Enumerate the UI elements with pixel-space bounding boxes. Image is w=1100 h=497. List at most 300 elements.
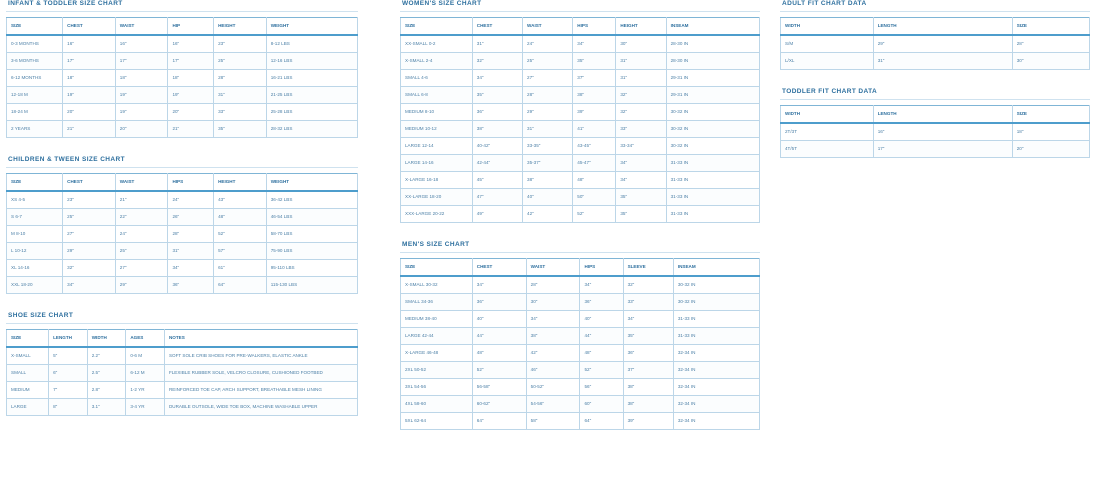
table-row bbox=[7, 382, 358, 399]
table-cell: MEDIUM 10-12 bbox=[401, 121, 473, 138]
table-header-row bbox=[401, 259, 760, 277]
title-divider bbox=[780, 99, 1090, 100]
table-cell: S 6-7 bbox=[7, 209, 63, 226]
table-cell: 44" bbox=[580, 328, 623, 345]
table-row bbox=[401, 189, 760, 206]
column-header: LENGTH bbox=[873, 106, 1012, 124]
table-cell: 64" bbox=[214, 277, 267, 294]
table-cell: 2.2" bbox=[87, 347, 126, 365]
table-cell: 39" bbox=[573, 104, 616, 121]
table-cell: 45-47" bbox=[573, 155, 616, 172]
title-divider bbox=[400, 11, 760, 12]
table-cell: 31-33 IN bbox=[666, 172, 759, 189]
table-row bbox=[401, 70, 760, 87]
table-cell: 40" bbox=[523, 189, 573, 206]
table-cell: 18" bbox=[63, 70, 116, 87]
table-cell: XX-SMALL 0-2 bbox=[401, 35, 473, 53]
table-row bbox=[7, 209, 358, 226]
table-cell: 21" bbox=[115, 191, 168, 209]
size-chart-table bbox=[780, 17, 1090, 70]
table-row bbox=[7, 226, 358, 243]
table-cell: 75-90 LBS bbox=[266, 243, 357, 260]
column-header: SLEEVE bbox=[623, 259, 673, 277]
column-header: SIZE bbox=[1012, 106, 1089, 124]
table-cell: 46-54 LBS bbox=[266, 209, 357, 226]
table-cell: 25" bbox=[214, 53, 267, 70]
table-cell: 28" bbox=[523, 87, 573, 104]
table-cell: 3-6 MONTHS bbox=[7, 53, 63, 70]
table-cell: 2.5" bbox=[87, 365, 126, 382]
table-cell: 4T/5T bbox=[781, 141, 874, 158]
table-cell: 38" bbox=[523, 172, 573, 189]
table-row bbox=[401, 138, 760, 155]
table-cell: 28-30 IN bbox=[666, 35, 759, 53]
table-cell: 29" bbox=[63, 243, 116, 260]
title-divider bbox=[6, 11, 358, 12]
column-right bbox=[780, 0, 1090, 176]
table-cell: 38" bbox=[573, 87, 616, 104]
column-header: WIDTH bbox=[781, 106, 874, 124]
table-cell: 61" bbox=[214, 260, 267, 277]
table-cell: 35-37" bbox=[523, 155, 573, 172]
table-row bbox=[7, 121, 358, 138]
table-cell: 48" bbox=[580, 345, 623, 362]
table-cell: X-SMALL 2-4 bbox=[401, 53, 473, 70]
table-title: ADULT FIT CHART DATA bbox=[782, 0, 867, 7]
table-cell: 16" bbox=[873, 123, 1012, 141]
table-cell: XL 14-16 bbox=[7, 260, 63, 277]
table-cell: 48" bbox=[573, 172, 616, 189]
table-cell: 24" bbox=[523, 35, 573, 53]
table-cell: 24" bbox=[115, 226, 168, 243]
table-cell: 23" bbox=[63, 191, 116, 209]
table-cell: 31" bbox=[523, 121, 573, 138]
table-cell: 33" bbox=[616, 121, 666, 138]
table-cell: 25-28 LBS bbox=[266, 104, 357, 121]
column-header: WAIST bbox=[115, 174, 168, 192]
table-cell: 2 YEARS bbox=[7, 121, 63, 138]
table-cell: XXL 18-20 bbox=[7, 277, 63, 294]
table-block-toddler-fit-chart-data bbox=[780, 88, 1090, 158]
table-cell: 17" bbox=[115, 53, 168, 70]
table-cell: 18" bbox=[168, 70, 214, 87]
table-row bbox=[401, 104, 760, 121]
table-cell: 115-130 LBS bbox=[266, 277, 357, 294]
table-cell: 32" bbox=[472, 53, 522, 70]
column-middle bbox=[400, 0, 760, 448]
table-cell: 60-62" bbox=[472, 396, 526, 413]
table-cell: 43-45" bbox=[573, 138, 616, 155]
table-row bbox=[7, 53, 358, 70]
table-cell: SMALL bbox=[7, 365, 49, 382]
column-header: SIZE bbox=[1012, 18, 1089, 36]
table-cell: 40" bbox=[472, 311, 526, 328]
table-row bbox=[401, 121, 760, 138]
table-cell: 36" bbox=[168, 277, 214, 294]
table-cell: 21-25 LBS bbox=[266, 87, 357, 104]
table-cell: 26" bbox=[168, 209, 214, 226]
table-row bbox=[401, 35, 760, 53]
table-header-row bbox=[401, 18, 760, 36]
table-row bbox=[7, 347, 358, 365]
table-cell: 34" bbox=[526, 311, 580, 328]
table-row bbox=[401, 413, 760, 430]
table-cell: 64" bbox=[472, 413, 526, 430]
table-cell: 31" bbox=[616, 53, 666, 70]
table-title: CHILDREN & TWEEN SIZE CHART bbox=[8, 156, 125, 163]
table-cell: 44" bbox=[472, 328, 526, 345]
table-cell: 3.1" bbox=[87, 399, 126, 416]
table-header-row bbox=[781, 106, 1090, 124]
table-cell: 34" bbox=[472, 70, 522, 87]
table-row bbox=[781, 35, 1090, 53]
table-cell: 4XL 58-60 bbox=[401, 396, 473, 413]
table-row bbox=[401, 294, 760, 311]
size-chart-table bbox=[6, 173, 358, 294]
table-cell: 2T/3T bbox=[781, 123, 874, 141]
table-cell: 30-32 IN bbox=[666, 121, 759, 138]
table-cell: 58" bbox=[526, 413, 580, 430]
column-header: WAIST bbox=[523, 18, 573, 36]
table-cell: 32" bbox=[616, 87, 666, 104]
table-cell: SOFT SOLE CRIB SHOES FOR PRE-WALKERS, ELASTIC ANKLE bbox=[164, 347, 357, 365]
table-cell: 17" bbox=[873, 141, 1012, 158]
column-header: SIZE bbox=[401, 259, 473, 277]
table-cell: LARGE 42-44 bbox=[401, 328, 473, 345]
table-cell: 18-24 M bbox=[7, 104, 63, 121]
table-row bbox=[401, 276, 760, 294]
table-cell: 32-34 IN bbox=[673, 379, 759, 396]
table-cell: 31-33 IN bbox=[666, 189, 759, 206]
table-cell: X-SMALL 30-32 bbox=[401, 276, 473, 294]
title-divider bbox=[6, 323, 358, 324]
table-row bbox=[7, 87, 358, 104]
table-cell: 32-34 IN bbox=[673, 396, 759, 413]
table-cell: L 10-12 bbox=[7, 243, 63, 260]
table-cell: 5" bbox=[49, 347, 88, 365]
table-cell: X-LARGE 16-18 bbox=[401, 172, 473, 189]
column-header: LENGTH bbox=[49, 330, 88, 348]
table-cell: 35" bbox=[214, 121, 267, 138]
table-title: INFANT & TODDLER SIZE CHART bbox=[8, 0, 123, 7]
table-cell: 38" bbox=[526, 328, 580, 345]
table-cell: 34" bbox=[63, 277, 116, 294]
table-cell: M 8-10 bbox=[7, 226, 63, 243]
table-cell: 32" bbox=[616, 104, 666, 121]
table-cell: 31" bbox=[616, 70, 666, 87]
table-block-mens-size-chart bbox=[400, 241, 760, 430]
table-cell: 27" bbox=[63, 226, 116, 243]
title-divider bbox=[780, 11, 1090, 12]
column-header: WAIST bbox=[115, 18, 168, 36]
table-cell: 23" bbox=[214, 35, 267, 53]
table-cell: 52" bbox=[214, 226, 267, 243]
table-cell: 29-31 IN bbox=[666, 70, 759, 87]
table-cell: DURABLE OUTSOLE, WIDE TOE BOX, MACHINE WASHABLE UPPER bbox=[164, 399, 357, 416]
table-cell: 36" bbox=[623, 345, 673, 362]
table-block-adult-fit-chart-data bbox=[780, 0, 1090, 70]
table-cell: 28-30 IN bbox=[666, 53, 759, 70]
table-block-womens-size-chart bbox=[400, 0, 760, 223]
table-cell: 21" bbox=[63, 121, 116, 138]
table-cell: 17" bbox=[63, 53, 116, 70]
table-cell: 60" bbox=[580, 396, 623, 413]
table-cell: S/M bbox=[781, 35, 874, 53]
table-cell: 25" bbox=[523, 53, 573, 70]
table-cell: 28" bbox=[1012, 35, 1089, 53]
table-cell: 19" bbox=[115, 87, 168, 104]
table-cell: 34" bbox=[616, 172, 666, 189]
table-cell: 34" bbox=[472, 276, 526, 294]
table-cell: 29" bbox=[523, 104, 573, 121]
table-cell: 29-31 IN bbox=[666, 87, 759, 104]
column-header: HIPS bbox=[168, 174, 214, 192]
table-cell: 30" bbox=[526, 294, 580, 311]
table-row bbox=[7, 260, 358, 277]
table-header-row bbox=[7, 174, 358, 192]
column-left bbox=[6, 0, 358, 434]
table-title: WOMEN'S SIZE CHART bbox=[402, 0, 482, 7]
table-cell: 16" bbox=[168, 35, 214, 53]
table-cell: 12-18 M bbox=[7, 87, 63, 104]
table-cell: 39" bbox=[623, 413, 673, 430]
table-cell: 37" bbox=[573, 70, 616, 87]
table-cell: 20" bbox=[63, 104, 116, 121]
table-cell: 36" bbox=[472, 294, 526, 311]
column-header: HEIGHT bbox=[214, 18, 267, 36]
table-row bbox=[7, 70, 358, 87]
size-chart-table bbox=[400, 17, 760, 223]
table-cell: 40" bbox=[580, 311, 623, 328]
size-chart-table bbox=[6, 17, 358, 138]
table-cell: 1-2 YR bbox=[126, 382, 165, 399]
table-cell: 34" bbox=[573, 35, 616, 53]
table-cell: 6-12 M bbox=[126, 365, 165, 382]
column-header: INSEAM bbox=[666, 18, 759, 36]
table-cell: 64" bbox=[580, 413, 623, 430]
table-cell: 28" bbox=[526, 276, 580, 294]
table-row bbox=[401, 53, 760, 70]
table-cell: 31-33 IN bbox=[666, 206, 759, 223]
table-cell: 6-12 MONTHS bbox=[7, 70, 63, 87]
size-chart-table bbox=[6, 329, 358, 416]
table-cell: 30-32 IN bbox=[673, 276, 759, 294]
table-cell: 36" bbox=[472, 104, 522, 121]
table-cell: 31-33 IN bbox=[673, 328, 759, 345]
table-cell: 33" bbox=[214, 104, 267, 121]
table-cell: LARGE 12-14 bbox=[401, 138, 473, 155]
table-header-row bbox=[781, 18, 1090, 36]
table-row bbox=[781, 123, 1090, 141]
table-cell: 6" bbox=[49, 365, 88, 382]
table-cell: 45" bbox=[472, 172, 522, 189]
table-cell: 31-33 IN bbox=[673, 311, 759, 328]
table-title: SHOE SIZE CHART bbox=[8, 312, 74, 319]
table-row bbox=[7, 365, 358, 382]
table-cell: 21" bbox=[168, 121, 214, 138]
table-cell: 16" bbox=[115, 35, 168, 53]
table-cell: MEDIUM 38-40 bbox=[401, 311, 473, 328]
column-header: WEIGHT bbox=[266, 18, 357, 36]
table-cell: 8" bbox=[49, 399, 88, 416]
table-cell: SMALL 6-8 bbox=[401, 87, 473, 104]
table-cell: 35" bbox=[573, 53, 616, 70]
table-cell: 50-52" bbox=[526, 379, 580, 396]
column-header: WEIGHT bbox=[266, 174, 357, 192]
table-cell: 36" bbox=[580, 294, 623, 311]
table-cell: 46" bbox=[526, 362, 580, 379]
table-cell: 30-32 IN bbox=[666, 104, 759, 121]
table-cell: 95-110 LBS bbox=[266, 260, 357, 277]
column-header: CHEST bbox=[472, 259, 526, 277]
table-cell: 52" bbox=[573, 206, 616, 223]
column-header: WAIST bbox=[526, 259, 580, 277]
table-cell: 31" bbox=[472, 35, 522, 53]
table-cell: 5XL 62-64 bbox=[401, 413, 473, 430]
table-cell: 25" bbox=[63, 209, 116, 226]
table-row bbox=[401, 311, 760, 328]
column-header: LENGTH bbox=[873, 18, 1012, 36]
table-cell: 2.8" bbox=[87, 382, 126, 399]
table-cell: 27" bbox=[523, 70, 573, 87]
table-cell: 54-56" bbox=[526, 396, 580, 413]
column-header: HEIGHT bbox=[616, 18, 666, 36]
column-header: INSEAM bbox=[673, 259, 759, 277]
title-divider bbox=[6, 167, 358, 168]
table-cell: 33-34" bbox=[616, 138, 666, 155]
table-cell: 56-58" bbox=[472, 379, 526, 396]
table-row bbox=[7, 191, 358, 209]
table-cell: 25" bbox=[115, 243, 168, 260]
column-header: CHEST bbox=[472, 18, 522, 36]
table-row bbox=[401, 396, 760, 413]
table-row bbox=[401, 87, 760, 104]
table-block-shoe-size-chart bbox=[6, 312, 358, 416]
table-row bbox=[7, 399, 358, 416]
table-cell: 38" bbox=[623, 379, 673, 396]
table-cell: 31" bbox=[873, 53, 1012, 70]
table-row bbox=[781, 53, 1090, 70]
table-cell: LARGE 14-16 bbox=[401, 155, 473, 172]
column-header: NOTES bbox=[164, 330, 357, 348]
table-row bbox=[401, 362, 760, 379]
table-cell: X-LARGE 46-48 bbox=[401, 345, 473, 362]
table-cell: REINFORCED TOE CAP, ARCH SUPPORT, BREATHABLE MESH LINING bbox=[164, 382, 357, 399]
table-cell: SMALL 4-6 bbox=[401, 70, 473, 87]
table-cell: 3XL 54-56 bbox=[401, 379, 473, 396]
table-cell: 20" bbox=[115, 121, 168, 138]
table-row bbox=[401, 345, 760, 362]
table-cell: 43" bbox=[214, 191, 267, 209]
table-cell: 34" bbox=[580, 276, 623, 294]
table-cell: 32-34 IN bbox=[673, 362, 759, 379]
table-cell: 16" bbox=[63, 35, 116, 53]
table-cell: 57" bbox=[214, 243, 267, 260]
table-cell: 24" bbox=[168, 191, 214, 209]
table-cell: 29" bbox=[115, 277, 168, 294]
table-cell: SMALL 34-36 bbox=[401, 294, 473, 311]
table-cell: 35" bbox=[623, 328, 673, 345]
table-cell: 37" bbox=[623, 362, 673, 379]
size-chart-table bbox=[780, 105, 1090, 158]
table-cell: 20" bbox=[168, 104, 214, 121]
column-header: CHEST bbox=[63, 174, 116, 192]
table-cell: 32" bbox=[623, 276, 673, 294]
table-cell: 40-42" bbox=[472, 138, 522, 155]
table-cell: 18" bbox=[115, 70, 168, 87]
table-cell: 48" bbox=[214, 209, 267, 226]
table-cell: XXX-LARGE 20-22 bbox=[401, 206, 473, 223]
table-cell: 31" bbox=[168, 243, 214, 260]
table-block-infant-toddler-size-chart bbox=[6, 0, 358, 138]
table-cell: 30-32 IN bbox=[666, 138, 759, 155]
table-cell: FLEXIBLE RUBBER SOLE, VELCRO CLOSURE, CUSHIONED FOOTBED bbox=[164, 365, 357, 382]
table-cell: 34" bbox=[623, 311, 673, 328]
table-cell: 16-21 LBS bbox=[266, 70, 357, 87]
table-cell: 50" bbox=[573, 189, 616, 206]
table-cell: 41" bbox=[573, 121, 616, 138]
table-cell: 0-3 MONTHS bbox=[7, 35, 63, 53]
table-cell: 2XL 50-52 bbox=[401, 362, 473, 379]
table-cell: L/XL bbox=[781, 53, 874, 70]
table-row bbox=[401, 379, 760, 396]
table-cell: 38" bbox=[472, 121, 522, 138]
table-cell: 33" bbox=[623, 294, 673, 311]
table-row bbox=[401, 155, 760, 172]
column-header: HIP bbox=[168, 18, 214, 36]
column-header: CHEST bbox=[63, 18, 116, 36]
column-header: SIZE bbox=[401, 18, 473, 36]
table-cell: 32-34 IN bbox=[673, 345, 759, 362]
column-header: SIZE bbox=[7, 18, 63, 36]
table-cell: 56" bbox=[580, 379, 623, 396]
table-cell: MEDIUM bbox=[7, 382, 49, 399]
table-cell: 31-33 IN bbox=[666, 155, 759, 172]
table-cell: 33-35" bbox=[523, 138, 573, 155]
table-cell: 19" bbox=[63, 87, 116, 104]
size-chart-table bbox=[400, 258, 760, 430]
column-header: HIPS bbox=[573, 18, 616, 36]
table-cell: 28" bbox=[214, 70, 267, 87]
table-cell: 12-16 LBS bbox=[266, 53, 357, 70]
title-divider bbox=[400, 252, 760, 253]
column-header: WIDTH bbox=[781, 18, 874, 36]
table-cell: 0-6 M bbox=[126, 347, 165, 365]
table-cell: XS 4-5 bbox=[7, 191, 63, 209]
table-row bbox=[7, 243, 358, 260]
table-cell: 36-42 LBS bbox=[266, 191, 357, 209]
table-cell: 30" bbox=[616, 35, 666, 53]
table-cell: 30-32 IN bbox=[673, 294, 759, 311]
table-title: TODDLER FIT CHART DATA bbox=[782, 88, 878, 95]
table-row bbox=[7, 35, 358, 53]
table-cell: MEDIUM 8-10 bbox=[401, 104, 473, 121]
table-row bbox=[781, 141, 1090, 158]
table-cell: 38" bbox=[623, 396, 673, 413]
table-cell: 35" bbox=[616, 206, 666, 223]
table-title: MEN'S SIZE CHART bbox=[402, 241, 470, 248]
table-cell: LARGE bbox=[7, 399, 49, 416]
table-cell: 28" bbox=[168, 226, 214, 243]
table-cell: 42" bbox=[526, 345, 580, 362]
table-cell: 32-34 IN bbox=[673, 413, 759, 430]
table-header-row bbox=[7, 330, 358, 348]
table-cell: 48" bbox=[472, 345, 526, 362]
table-cell: 58-70 LBS bbox=[266, 226, 357, 243]
table-row bbox=[7, 104, 358, 121]
table-cell: 8-12 LBS bbox=[266, 35, 357, 53]
table-cell: 19" bbox=[168, 87, 214, 104]
